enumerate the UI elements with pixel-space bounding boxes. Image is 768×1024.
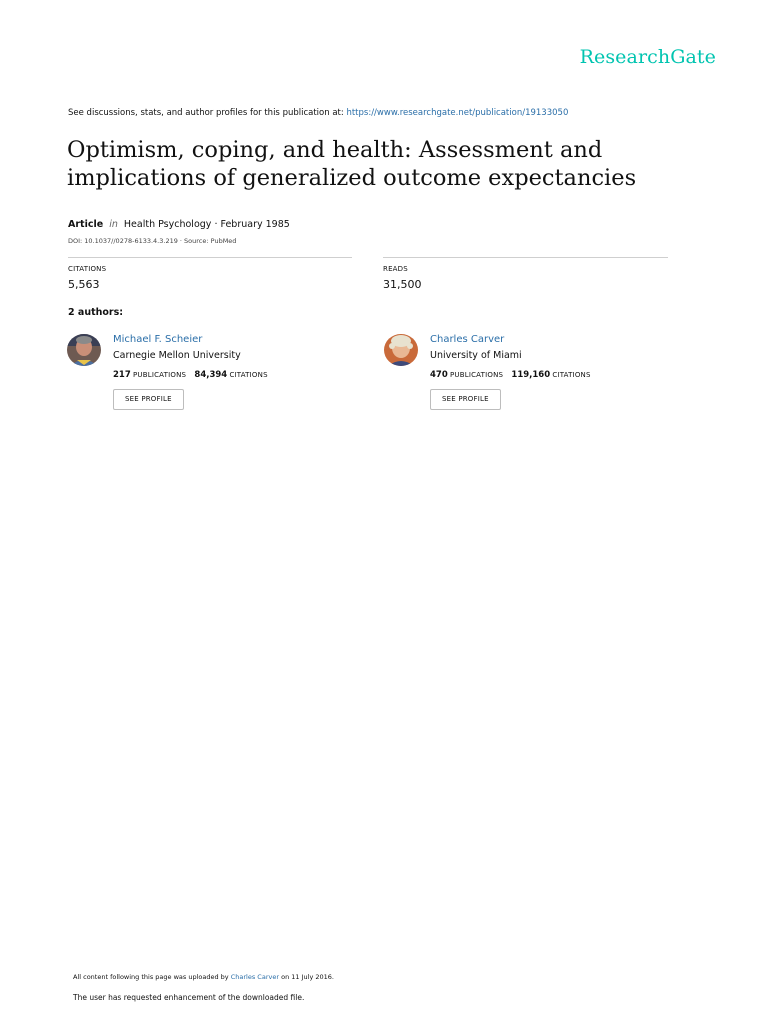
reads-value: 31,500 bbox=[383, 278, 422, 291]
uploader-link[interactable]: Charles Carver bbox=[230, 973, 280, 981]
author-citations-label: CITATIONS bbox=[229, 371, 268, 379]
discussion-line bbox=[68, 108, 568, 118]
in-label: in bbox=[109, 219, 118, 230]
journal-name: Health Psychology bbox=[123, 219, 212, 230]
author-name-link[interactable]: Charles Carver bbox=[430, 334, 505, 345]
divider-left bbox=[68, 257, 352, 258]
see-profile-button[interactable]: SEE PROFILE bbox=[430, 389, 501, 410]
author-citations-label: CITATIONS bbox=[552, 371, 591, 379]
publication-date: February 1985 bbox=[220, 219, 290, 230]
avatar-photo-icon bbox=[67, 334, 101, 366]
author-citations-count: 84,394 bbox=[194, 370, 228, 380]
researchgate-logo[interactable]: ResearchGate bbox=[579, 46, 716, 68]
authors-count: 2 authors: bbox=[68, 307, 124, 318]
avatar-photo-icon bbox=[384, 334, 418, 366]
author-institution: Carnegie Mellon University bbox=[113, 350, 241, 361]
citations-value: 5,563 bbox=[68, 278, 100, 291]
publication-type: Article bbox=[68, 219, 104, 230]
author-card bbox=[67, 334, 357, 414]
author-institution: University of Miami bbox=[430, 350, 522, 361]
publications-label: PUBLICATIONS bbox=[449, 371, 504, 379]
author-citations-count: 119,160 bbox=[511, 370, 551, 380]
publication-title: Optimism, coping, and health: Assessment and implications of generalized outcome expectancies bbox=[67, 137, 637, 191]
author-stats bbox=[113, 370, 274, 380]
doi-line: DOI: 10.1037//0278-6133.4.3.219 · Source: PubMed bbox=[68, 237, 237, 245]
date-separator: · bbox=[214, 219, 218, 230]
upload-prefix: All content following this page was uploaded by bbox=[73, 973, 229, 981]
avatar[interactable] bbox=[384, 334, 418, 366]
enhancement-notice: The user has requested enhancement of the downloaded file. bbox=[73, 993, 305, 1002]
upload-notice bbox=[73, 973, 334, 981]
author-stats bbox=[430, 370, 597, 380]
publications-count: 470 bbox=[430, 370, 448, 380]
publication-link[interactable]: https://www.researchgate.net/publication/19133050 bbox=[346, 108, 569, 118]
divider-right bbox=[383, 257, 668, 258]
reads-label: READS bbox=[383, 265, 408, 273]
see-profile-button[interactable]: SEE PROFILE bbox=[113, 389, 184, 410]
publications-label: PUBLICATIONS bbox=[132, 371, 187, 379]
upload-suffix: on 11 July 2016. bbox=[281, 973, 334, 981]
publications-count: 217 bbox=[113, 370, 131, 380]
citations-label: CITATIONS bbox=[68, 265, 107, 273]
discussion-prefix: See discussions, stats, and author profiles for this publication at: bbox=[68, 108, 344, 118]
author-card bbox=[384, 334, 674, 414]
publication-meta bbox=[68, 219, 290, 230]
avatar[interactable] bbox=[67, 334, 101, 366]
author-name-link[interactable]: Michael F. Scheier bbox=[113, 334, 203, 345]
